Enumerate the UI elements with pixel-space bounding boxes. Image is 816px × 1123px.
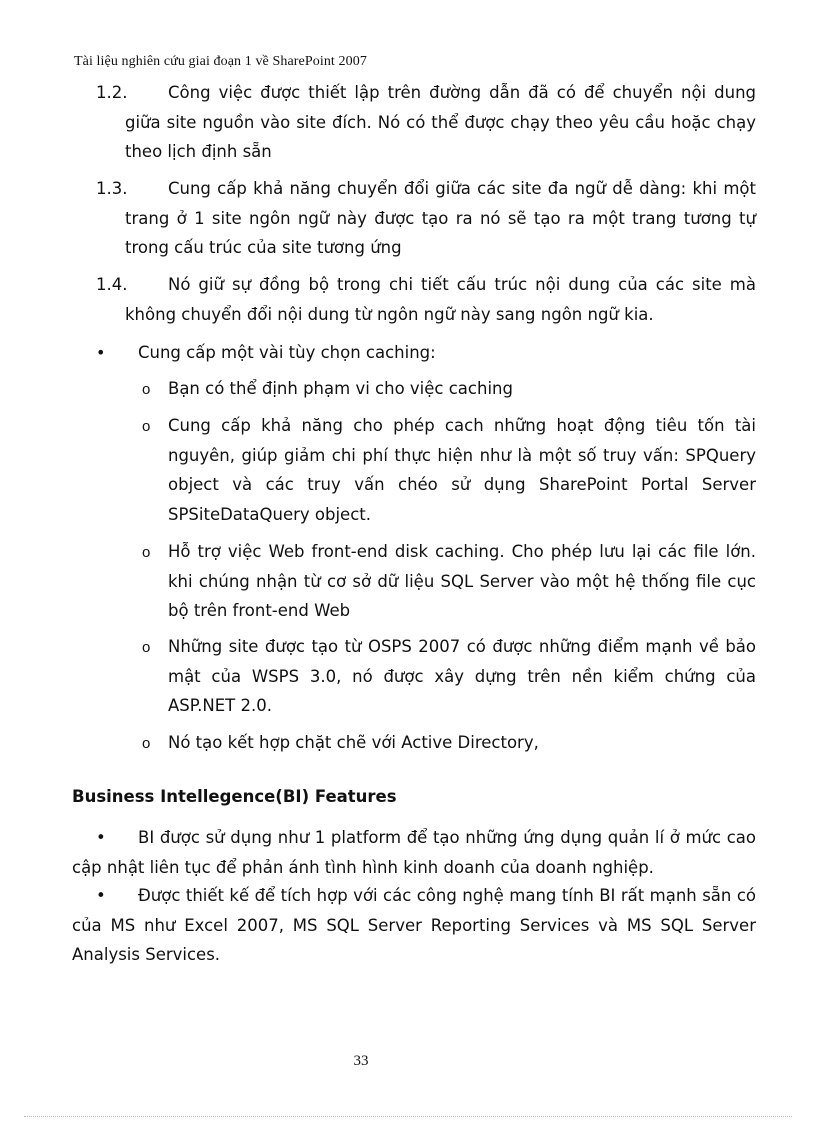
document-header: Tài liệu nghiên cứu giai đoạn 1 về SharePoint 2007	[74, 54, 367, 69]
caching-sub-item	[142, 728, 756, 758]
sub-item-text: Hỗ trợ việc Web front-end disk caching. Cho phép lưu lại các file lớn. khi chúng nhận từ cơ sở dữ liệu SQL Server vào một hệ thống file cục bộ trên front-end Web	[168, 542, 756, 620]
bi-bullet-item	[72, 823, 756, 882]
item-text: Công việc được thiết lập trên đường dẫn đã có để chuyển nội dung giữa site nguồn vào site đích. Nó có thể được chạy theo yêu cầu hoặc chạy theo lịch định sẵn	[125, 83, 756, 161]
numbered-item-1-4	[96, 270, 756, 329]
circle-bullet-icon: o	[142, 381, 151, 398]
bi-item-text: Được thiết kế để tích hợp với các công nghệ mang tính BI rất mạnh sẵn có của MS như Excel 2007, MS SQL Server Reporting Services và MS SQL Server Analysis Services.	[72, 886, 756, 964]
caching-sub-item	[142, 411, 756, 529]
item-number: 1.2.	[96, 83, 128, 102]
numbered-item-1-3	[96, 174, 756, 263]
bullet-icon: •	[96, 886, 106, 905]
item-number: 1.3.	[96, 179, 128, 198]
caching-intro: Cung cấp một vài tùy chọn caching:	[138, 343, 436, 362]
circle-bullet-icon: o	[142, 735, 151, 752]
section-heading: Business Intellegence(BI) Features	[72, 787, 397, 806]
item-text: Cung cấp khả năng chuyển đổi giữa các site đa ngữ dễ dàng: khi một trang ở 1 site ngôn ngữ này được tạo ra nó sẽ tạo ra một trang tương tự trong cấu trúc của site tương ứng	[125, 179, 756, 257]
bullet-icon: •	[96, 828, 106, 847]
bi-bullet-item	[72, 881, 756, 970]
sub-item-text: Bạn có thể định phạm vi cho việc caching	[168, 379, 513, 398]
circle-bullet-icon: o	[142, 544, 151, 561]
circle-bullet-icon: o	[142, 418, 151, 435]
caching-sub-item	[142, 537, 756, 626]
circle-bullet-icon: o	[142, 639, 151, 656]
item-text: Nó giữ sự đồng bộ trong chi tiết cấu trúc nội dung của các site mà không chuyển đổi nội dung từ ngôn ngữ này sang ngôn ngữ kia.	[125, 275, 756, 324]
caching-sub-item	[142, 374, 756, 404]
page-number: 33	[353, 1053, 369, 1069]
page-bottom-divider	[24, 1116, 792, 1117]
numbered-item-1-2	[96, 78, 756, 167]
caching-bullet	[96, 338, 756, 368]
item-number: 1.4.	[96, 275, 128, 294]
bullet-icon: •	[96, 343, 106, 362]
sub-item-text: Nó tạo kết hợp chặt chẽ với Active Directory,	[168, 733, 539, 752]
bi-item-text: BI được sử dụng như 1 platform để tạo những ứng dụng quản lí ở mức cao cập nhật liên tục để phản ánh tình hình kinh doanh của doanh nghiệp.	[72, 828, 756, 877]
caching-sub-item	[142, 632, 756, 721]
sub-item-text: Cung cấp khả năng cho phép cach những hoạt động tiêu tốn tài nguyên, giúp giảm chi phí thực hiện như là một số truy vấn: SPQuery object và các truy vấn chéo sử dụng SharePoint Portal Server SPSiteDataQuery object.	[168, 416, 756, 524]
sub-item-text: Những site được tạo từ OSPS 2007 có được những điểm mạnh về bảo mật của WSPS 3.0, nó được xây dựng trên nền kiểm chứng của ASP.NET 2.0.	[168, 637, 756, 715]
